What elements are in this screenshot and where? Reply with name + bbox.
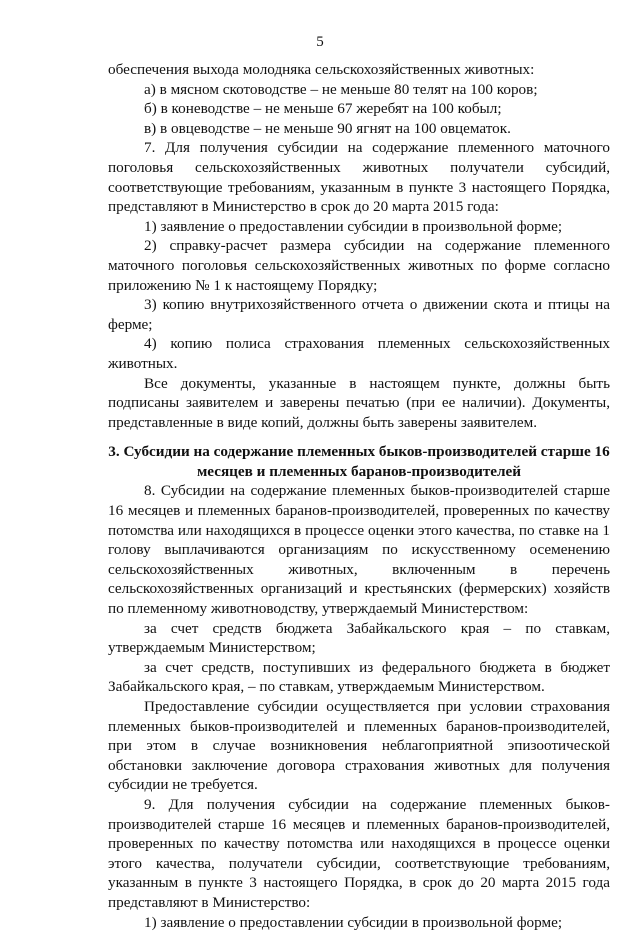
paragraph: 4) копию полиса страхования племенных сельскохозяйственных животных. <box>108 335 610 372</box>
paragraph: а) в мясном скотоводстве – не меньше 80 телят на 100 коров; <box>144 80 538 98</box>
paragraph: 7. Для получения субсидии на содержание племенного маточного поголовья сельскохозяйственных животных получатели субсидий, соответствующие требованиям, указанным в пункте 3 настоящего Порядка, представляют в Министерство в срок до 20 марта 2015 года: <box>108 139 610 216</box>
paragraph: за счет средств, поступивших из федерального бюджета в бюджет Забайкальского края, – по ставкам, утверждаемым Министерством. <box>108 658 610 696</box>
paragraph: 1) заявление о предоставлении субсидии в произвольной форме; <box>144 217 563 235</box>
paragraph: 8. Субсидии на содержание племенных быков-производителей старше 16 месяцев и племенных баранов-производителей, проверенных по качеству потомства или находящихся в процессе оценки этого качества, по ставке на 1 голову выплачиваются организациям по искусственному осеменению сельскохозяйственных животных, включенным в перечень сельскохозяйственных организаций и крестьянских (фермерских) хозяйств по племенному животноводству, утверждаемый Министерством: <box>108 482 610 618</box>
paragraph: 2) справку-расчет размера субсидии на содержание племенного маточного поголовья сельскохозяйственных животных по форме согласно приложению № 1 к настоящему Порядку; <box>108 237 610 294</box>
paragraph: обеспечения выхода молодняка сельскохозяйственных животных: <box>108 61 535 78</box>
paragraph: 3) копию внутрихозяйственного отчета о движении скота и птицы на ферме; <box>108 296 610 333</box>
paragraph: в) в овцеводстве – не меньше 90 ягнят на 100 овцематок. <box>144 119 511 137</box>
paragraph: Предоставление субсидии осуществляется при условии страхования племенных быков-производителей и племенных баранов-производителей, при этом в случае возникновения неблагоприятной эпизоотической обстановки заключение договора страхования животных для получения субсидии не требуется. <box>108 698 610 794</box>
document-body <box>108 60 610 932</box>
section-heading: 3. Субсидии на содержание племенных быков-производителей старше 16 месяцев и племенных баранов-производителей <box>108 443 610 480</box>
paragraph: 1) заявление о предоставлении субсидии в произвольной форме; <box>144 913 563 931</box>
paragraph: за счет средств бюджета Забайкальского края – по ставкам, утверждаемым Министерством; <box>108 619 610 657</box>
paragraph: б) в коневодстве – не меньше 67 жеребят на 100 кобыл; <box>144 100 502 118</box>
paragraph: Все документы, указанные в настоящем пункте, должны быть подписаны заявителем и заверены печатью (при ее наличии). Документы, представленные в виде копий, должны быть заверены заявителем. <box>108 374 610 431</box>
paragraph: 9. Для получения субсидии на содержание племенных быков-производителей старше 16 месяцев и племенных баранов-производителей, проверенных по качеству потомства или находящихся в процессе оценки этого качества, получатели субсидии, соответствующие требованиям, указанным в пункте 3 настоящего Порядка, в срок до 20 марта 2015 года представляют в Министерство: <box>108 795 610 911</box>
page-number: 5 <box>316 34 324 50</box>
